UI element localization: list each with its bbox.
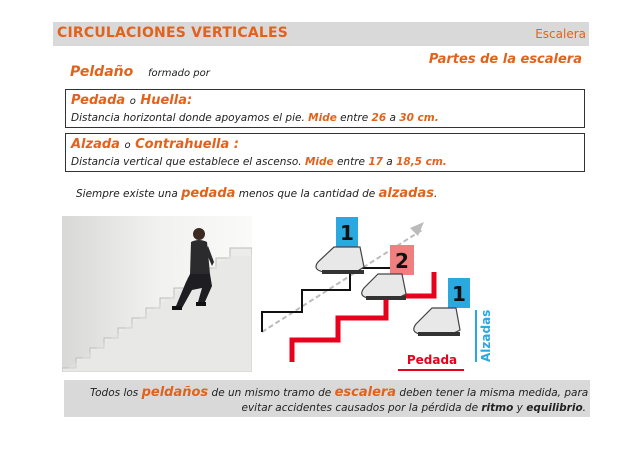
person-shoe-right (196, 302, 206, 306)
step-number-1-top: 1 (340, 221, 354, 245)
pedada-title-b: Huella: (140, 93, 193, 108)
alzada-desc: Distancia vertical que establece el ascenso. (71, 156, 302, 168)
pedada-label: Pedada (406, 353, 458, 367)
pedada-max: 30 cm. (399, 112, 439, 124)
slide-subtitle: Partes de la escalera (428, 52, 582, 67)
alzada-a: a (386, 156, 393, 168)
pedada-title-a: Pedada (71, 93, 126, 108)
footer-line-2 (241, 402, 586, 414)
footer-peldanos: peldaños (141, 385, 209, 400)
section-label: Escalera (535, 27, 586, 41)
rule-alzadas: alzadas (378, 186, 434, 201)
step-number-1-bottom: 1 (452, 282, 466, 306)
rule-part1: Siempre existe una (76, 188, 178, 200)
rule-part2: menos que la cantidad de (238, 188, 376, 200)
footer-ritmo: ritmo (481, 402, 514, 414)
pedada-entre: entre (340, 112, 369, 124)
step-number-2: 2 (395, 249, 409, 273)
footer-y: y (516, 402, 523, 414)
stair-photo-illustration (62, 216, 252, 372)
footer-part4: evitar accidentes causados por la pérdida de (241, 402, 479, 414)
peldano-term: Peldaño (70, 64, 134, 80)
foot-icon-2 (362, 274, 406, 300)
alzadas-label: Alzadas (479, 309, 493, 362)
alzada-min: 17 (368, 156, 383, 168)
footer-line-1 (90, 385, 588, 400)
pedada-min: 26 (371, 112, 387, 124)
stair-profile-red (292, 272, 434, 362)
footer-end: . (582, 402, 586, 414)
pedada-a: a (389, 112, 396, 124)
stair-diagram (252, 212, 502, 382)
person-shoe-left (172, 306, 182, 310)
alzada-title (71, 137, 239, 152)
rule-end: . (434, 188, 438, 200)
alzada-entre: entre (336, 156, 365, 168)
slope-arrow-icon (410, 222, 424, 236)
alzada-title-b: Contrahuella : (135, 137, 239, 152)
person-jacket (190, 240, 210, 274)
alzada-title-a: Alzada (71, 137, 120, 152)
pedada-mide: Mide (308, 112, 337, 124)
alzada-definition-box (65, 133, 585, 172)
rule-pedada: pedada (181, 186, 236, 201)
footer-escalera: escalera (334, 385, 397, 400)
footer-part2: de un mismo tramo de (211, 387, 332, 399)
footer-equilibrio: equilibrio (526, 402, 583, 414)
pedada-desc: Distancia horizontal donde apoyamos el pie. (71, 112, 305, 124)
person-head (193, 228, 205, 240)
pedada-title (71, 93, 192, 108)
alzada-max: 18,5 cm. (396, 156, 447, 168)
page-title: CIRCULACIONES VERTICALES (57, 25, 289, 41)
footer-part3: deben tener la misma medida, para (399, 387, 589, 399)
alzada-connector: o (124, 140, 131, 151)
rule-statement (76, 186, 437, 201)
pedada-definition-box (65, 89, 585, 128)
pedada-description (71, 112, 439, 124)
pedada-connector: o (129, 96, 136, 107)
alzada-description (71, 156, 447, 168)
alzada-mide: Mide (304, 156, 334, 168)
foot-icon-1 (316, 247, 364, 274)
footer-part1: Todos los (90, 387, 139, 399)
formed-by-text: formado por (148, 68, 210, 79)
